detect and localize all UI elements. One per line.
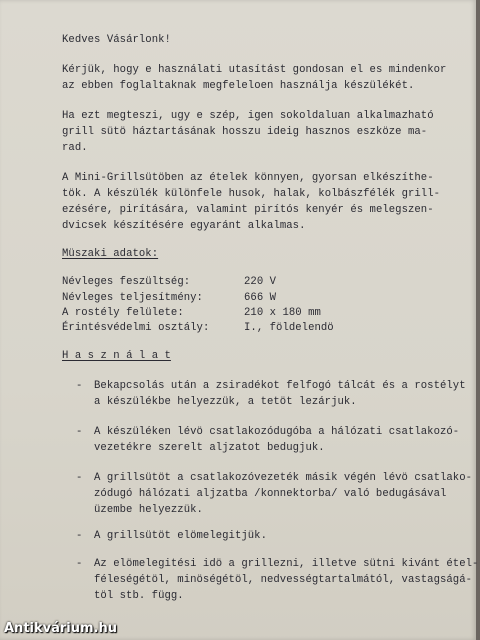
usage-item-line: A grillsütöt elömelegitjük. — [94, 530, 267, 542]
usage-item-line: A készüléken lévö csatlakozódugóba a hálózati csatlakozó- — [94, 426, 460, 438]
bullet-marker: - — [76, 472, 83, 484]
bullet-marker: - — [76, 426, 83, 438]
spec-label: Névleges feszültség: — [62, 276, 191, 288]
usage-item-line: a készülékbe helyezzük, a tetöt lezárjuk. — [94, 396, 357, 408]
greeting: Kedves Vásárlonk! — [62, 34, 171, 46]
usage-item-line: vezetékre szerelt aljzatot bedugjuk. — [94, 442, 325, 454]
para2-line-2: grill sütö háztartásának hosszu ideig hasznos eszköze ma- — [62, 126, 428, 138]
spec-value: 210 x 180 mm — [244, 307, 321, 319]
bullet-marker: - — [76, 530, 83, 542]
spec-label: Névleges teljesítmény: — [62, 292, 203, 304]
para3-line-4: dvicsek készítésére egyaránt alkalmas. — [62, 220, 306, 232]
spec-label: Érintésvédelmi osztály: — [62, 322, 210, 334]
usage-item-line: üzembe helyezzük. — [94, 504, 203, 516]
para3-line-2: tök. A készülék különfele husok, halak, kolbászfélék grill- — [62, 188, 441, 200]
usage-item-line: Bekapcsolás után a zsiradékot felfogó tálcát és a rostélyt — [94, 380, 466, 392]
spec-value: I., földelendö — [244, 322, 334, 334]
usage-item-line: féleségétöl, minöségétöl, nedvességtartalmától, vastagságá- — [94, 574, 473, 586]
specs-heading: Müszaki adatok: — [62, 248, 159, 260]
spec-value: 666 W — [244, 292, 277, 304]
spec-value: 220 V — [244, 276, 277, 288]
para3-line-3: ezésére, pirítására, valamint pirítós kenyér és melegszen- — [62, 204, 434, 216]
usage-item-line: A grillsütöt a csatlakozóvezeték másik végén lévö csatlako- — [94, 472, 473, 484]
usage-item-line: zódugó hálózati aljzatba /konnektorba/ való bedugásával — [94, 488, 447, 500]
para2-line-1: Ha ezt megteszi, ugy e szép, igen sokoldaluan alkalmazható — [62, 110, 434, 122]
bullet-marker: - — [76, 558, 83, 570]
bullet-marker: - — [76, 380, 83, 392]
intro-line-1: Kérjük, hogy e használati utasítást gondosan el es mindenkor — [62, 64, 447, 76]
usage-heading: H a s z n á l a t — [62, 350, 171, 362]
intro-line-2: az ebben foglaltaknak megfeleloen használja készülékét. — [62, 80, 415, 92]
para3-line-1: A Mini-Grillsütöben az ételek könnyen, gyorsan elkészíthe- — [62, 172, 434, 184]
watermark: Antikvárium.hu — [4, 621, 117, 636]
para2-line-3: rad. — [62, 142, 88, 154]
usage-item-line: Az elömelegitési idö a grillezni, illetve sütni kivánt étel- — [94, 558, 479, 570]
spec-label: A rostély felülete: — [62, 307, 184, 319]
usage-item-line: töl stb. függ. — [94, 590, 184, 602]
